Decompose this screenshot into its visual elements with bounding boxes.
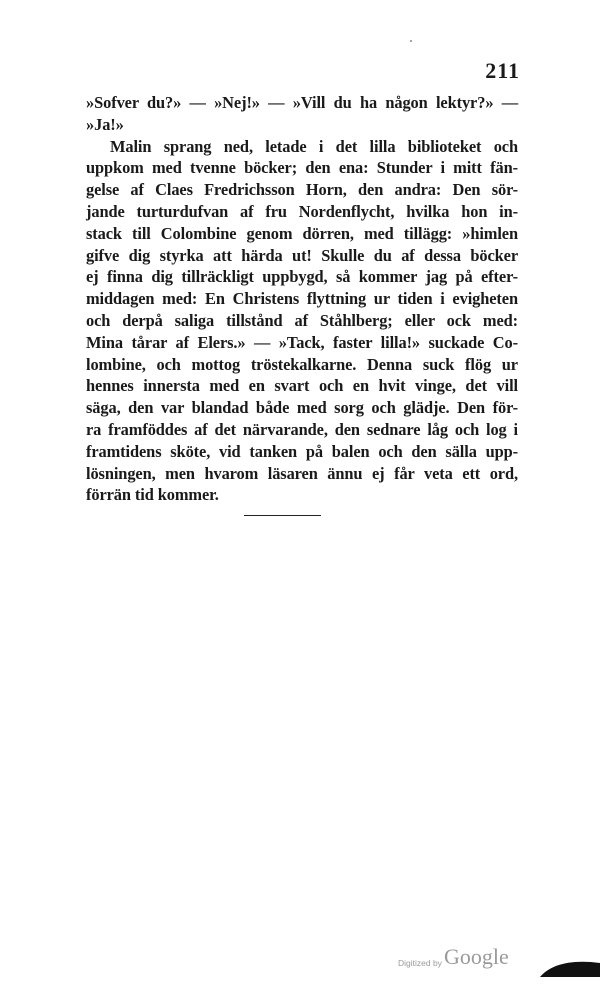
watermark-brand: Google [444,944,509,969]
page-number: 211 [485,58,520,83]
text-line: lombine, och mottog tröstekalkarne. Denna suck flög ur [86,354,518,374]
text-line: lösningen, men hvarom läsaren ännu ej får veta ett ord, [86,463,518,483]
text-line: middagen med: En Christens flyttning ur tiden i evigheten [86,289,518,309]
text-line: ra framföddes af det närvarande, den sednare låg och log i [86,419,518,439]
text-line: jande turturdufvan af fru Nordenflycht, hvilka hon in- [86,201,518,221]
text-line: framtidens sköte, vid tanken på balen och den sälla upp- [86,441,518,461]
watermark-prefix: Digitized by [398,958,442,968]
text-line: hennes innersta med en svart och en hvit vinge, det vill [86,376,518,396]
text-line: »Sofver du?» — »Nej!» — »Vill du ha någon lektyr?» — [86,93,518,112]
text-line: gelse af Claes Fredrichsson Horn, den andra: Den sör- [86,180,518,200]
text-line: gifve dig styrka att härda ut! Skulle du af dessa böcker [86,245,518,265]
text-line: och derpå saliga tillstånd af Ståhlberg; eller ock med: [86,310,518,330]
paper-speck [410,40,412,42]
text-line: stack till Colombine genom dörren, med tillägg: »himlen [86,223,518,243]
text-line: uppkom med tvenne böcker; den ena: Stunder i mitt fän- [86,158,518,178]
text-line: säga, den var blandad både med sorg och glädje. Den för- [86,398,518,418]
digitized-watermark [398,944,528,974]
page-corner-shadow-icon [540,959,600,977]
text-line: förrän tid kommer. [86,485,219,505]
section-divider [244,515,321,516]
body-text [86,92,518,506]
text-line: Malin sprang ned, letade i det lilla biblioteket och [110,136,518,156]
text-line: ej finna dig tillräckligt uppbygd, så kommer jag på efter- [86,267,518,287]
text-line: Mina tårar af Elers.» — »Tack, faster lilla!» suckade Co- [86,332,518,352]
text-line: »Ja!» [86,114,124,134]
